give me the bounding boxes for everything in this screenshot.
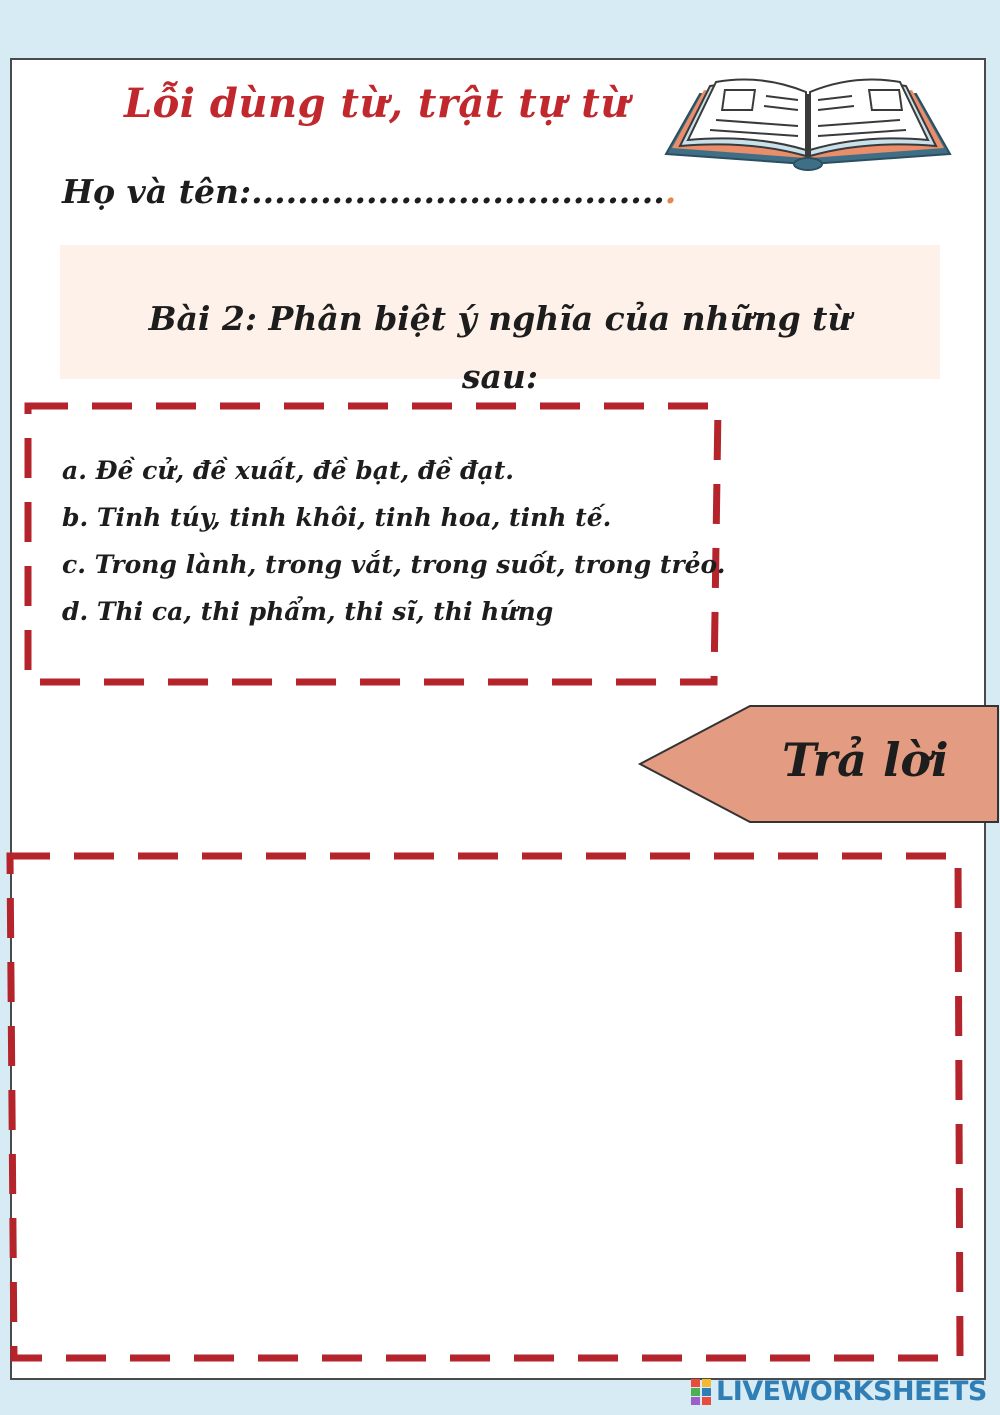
list-item: c. Trong lành, trong vắt, trong suốt, trong trẻo. (62, 550, 726, 579)
word-list (62, 452, 725, 640)
list-item: b. Tinh túy, tinh khôi, tinh hoa, tinh tế. (62, 503, 612, 532)
liveworksheets-brand[interactable] (690, 1376, 987, 1407)
worksheet-title: Lỗi dùng từ, trật tự từ (124, 80, 630, 127)
open-book-icon (660, 68, 956, 172)
name-field[interactable] (62, 172, 676, 211)
brand-text: LIVEWORKSHEETS (716, 1376, 987, 1407)
liveworksheets-logo-icon (690, 1378, 712, 1406)
answer-box-dashed-border[interactable] (4, 850, 968, 1364)
exercise-heading-line1: Bài 2: Phân biệt ý nghĩa của những từ (148, 299, 852, 338)
name-label: Họ và tên: (62, 172, 252, 211)
list-item: d. Thi ca, thi phẩm, thi sĩ, thi hứng (62, 597, 554, 626)
exercise-heading (60, 290, 940, 406)
exercise-heading-line2: sau: (461, 357, 539, 396)
list-item: a. Đề cử, đề xuất, đề bạt, đề đạt. (62, 456, 514, 485)
name-dots: .................................... (251, 172, 665, 211)
name-dot-end: . (664, 172, 677, 211)
answer-label: Trả lời (782, 733, 949, 787)
